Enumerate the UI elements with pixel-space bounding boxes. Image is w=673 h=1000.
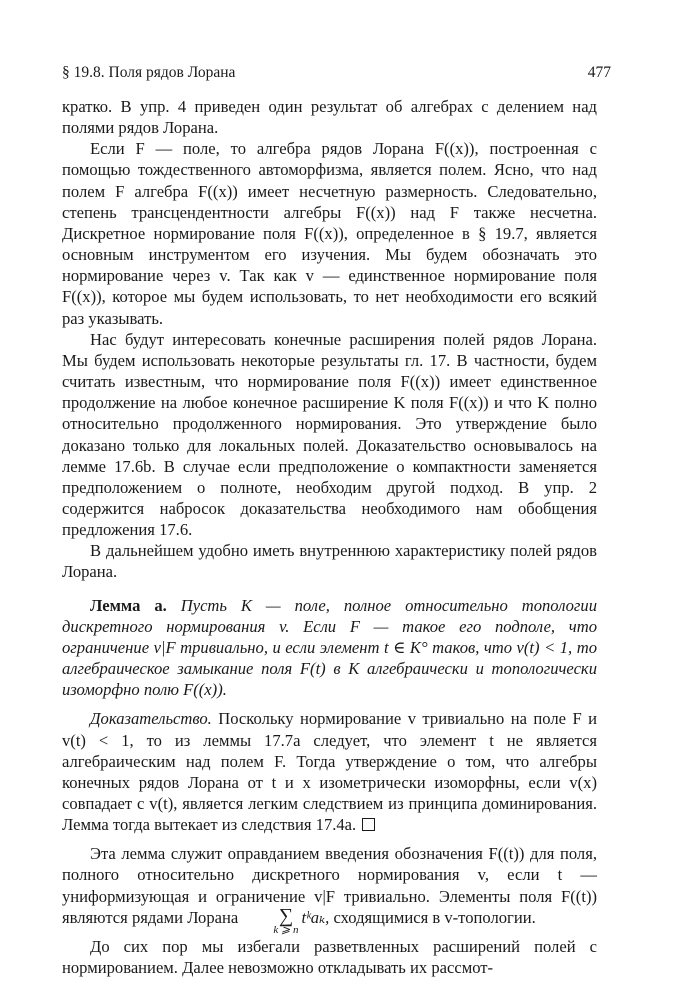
- page-number: 477: [587, 64, 611, 81]
- sum-index: k ⩾ n: [273, 923, 299, 936]
- lemma-title: Лемма a.: [90, 595, 167, 615]
- notation-text: Эта лемма служит оправданием введения обозначения F((t)) для поля, полного относительно дискретного нормирования v, если t — униформизующая и ограничение v|F тривиально. Элементы поля F((t)) являются рядами Лорана: [62, 844, 597, 927]
- paragraph-ramified: До сих пор мы избегали разветвленных расширений полей с нормированием. Далее невозможно откладывать их рассмот-: [62, 936, 597, 977]
- sum-symbol: ∑: [278, 904, 294, 927]
- paragraph-continued: кратко. В упр. 4 приведен один результат об алгебрах с делением над полями рядов Лорана.: [62, 97, 597, 138]
- paragraph-notation: [62, 843, 597, 935]
- page-body: [62, 96, 597, 978]
- lemma-statement: Пусть K — поле, полное относительно топологии дискретного нормирования v. Если F — такое его подполе, что ограничение v|F тривиально, и если элемент t ∈ K° таков, что v(t) < 1, то алгебраическое замыкание поля F(t) в K алгебраически и топологически изоморфно полю F((x)).: [62, 595, 597, 700]
- paragraph-characterization: В дальнейшем удобно иметь внутреннюю характеристику полей рядов Лорана.: [62, 541, 597, 582]
- notation-tail: сходящимися в v-топологии.: [333, 907, 536, 927]
- proof-text: Поскольку нормирование v тривиально на поле F и v(t) < 1, то из леммы 17.7a следует, что элемент t не является алгебраическим над полем F. Тогда утверждение о том, что алгебры конечных рядов Лорана от t и x изометрически изоморфны, если v(x) совпадает с v(t), является легким следствием из принципа доминирования. Лемма тогда вытекает из следствия 17.4a.: [62, 709, 597, 835]
- laurent-sum: [245, 904, 299, 936]
- paragraph-finite-extensions: Нас будут интересовать конечные расширения полей рядов Лорана. Мы будем использовать некоторые результаты гл. 17. В частности, будем считать известным, что нормирование поля F((x)) имеет единственное продолжение на любое конечное расширение K поля F((x)) и что K полно относительно продолженного нормирования. Это утверждение было доказано только для локальных полей. Доказательство основывалось на лемме 17.6b. В случае если предположение о компактности заменяется предположением о полноте, необходим другой подход. В упр. 2 содержится набросок доказательства необходимого нам обобщения предложения 17.6.: [62, 329, 597, 540]
- proof-title: Доказательство.: [90, 709, 212, 729]
- qed-square-icon: [362, 818, 375, 831]
- lemma-a: [62, 595, 597, 701]
- section-title: § 19.8. Поля рядов Лорана: [62, 64, 236, 81]
- paragraph-laurent-field: Если F — поле, то алгебра рядов Лорана F((x)), построенная с помощью тождественного автоморфизма, является полем. Ясно, что над полем F алгебра F((x)) имеет несчетную размерность. Следовательно, степень трансцендентности алгебры F((x)) над F также несчетна. Дискретное нормирование поля F((x)), определенное в § 19.7, является основным инструментом его изучения. Мы будем обозначать это нормирование через v. Так как v — единственное нормирование поля F((x)), которое мы будем использовать, то нет необходимости его всякий раз указывать.: [62, 139, 597, 328]
- proof: [62, 708, 597, 835]
- sum-term: tᵏaₖ,: [301, 907, 330, 927]
